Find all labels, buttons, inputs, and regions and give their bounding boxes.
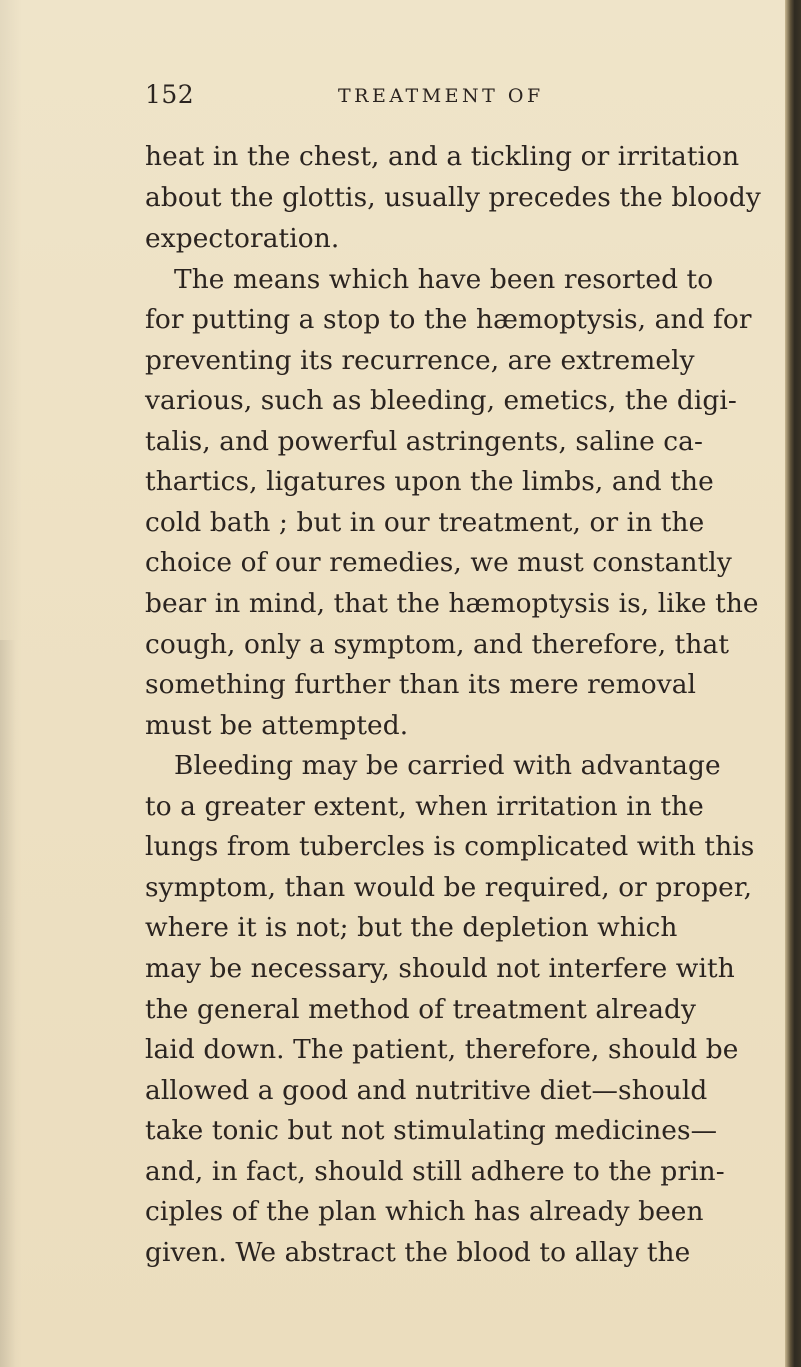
text-line: choice of our remedies, we must constantly <box>145 547 732 578</box>
running-head: TREATMENT OF <box>338 85 544 107</box>
text-line: given. We abstract the blood to allay the <box>145 1237 691 1268</box>
text-line: must be attempted. <box>145 710 409 741</box>
text-line: lungs from tubercles is complicated with this <box>145 831 755 862</box>
text-line: preventing its recurrence, are extremely <box>145 345 695 376</box>
text-line: talis, and powerful astringents, saline ca- <box>145 426 704 457</box>
text-line: to a greater extent, when irritation in the <box>145 791 704 822</box>
text-line: thartics, ligatures upon the limbs, and the <box>145 466 714 497</box>
text-line: cough, only a symptom, and therefore, that <box>145 629 730 660</box>
paragraph-start-line: Bleeding may be carried with advantage <box>174 750 721 781</box>
text-line: for putting a stop to the hæmoptysis, and for <box>145 304 752 335</box>
paragraph-start-line: The means which have been resorted to <box>174 264 714 295</box>
text-line: symptom, than would be required, or proper, <box>145 872 753 903</box>
text-line: various, such as bleeding, emetics, the digi- <box>145 385 737 416</box>
page-number: 152 <box>145 80 195 109</box>
text-line: laid down. The patient, therefore, should be <box>145 1034 739 1065</box>
text-line: may be necessary, should not interfere with <box>145 953 735 984</box>
text-line: the general method of treatment already <box>145 994 697 1025</box>
text-line: about the glottis, usually precedes the bloody <box>145 182 761 213</box>
text-line: cold bath ; but in our treatment, or in the <box>145 507 705 538</box>
text-line: and, in fact, should still adhere to the prin- <box>145 1156 725 1187</box>
text-line: ciples of the plan which has already been <box>145 1196 704 1227</box>
text-line: where it is not; but the depletion which <box>145 912 678 943</box>
text-line: something further than its mere removal <box>145 669 697 700</box>
text-line: heat in the chest, and a tickling or irritation <box>145 141 740 172</box>
text-line: allowed a good and nutritive diet—should <box>145 1075 708 1106</box>
text-line: bear in mind, that the hæmoptysis is, like the <box>145 588 759 619</box>
text-line: take tonic but not stimulating medicines— <box>145 1115 718 1146</box>
text-line: expectoration. <box>145 223 340 254</box>
